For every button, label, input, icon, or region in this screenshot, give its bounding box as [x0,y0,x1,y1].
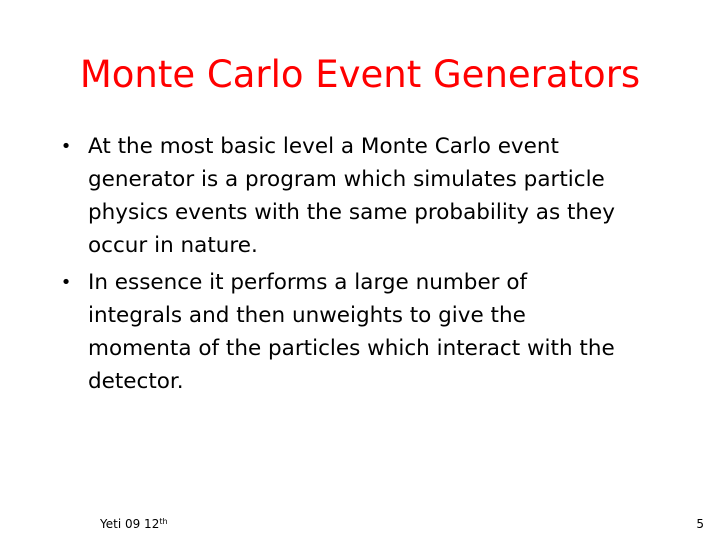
bullet-line: In essence it performs a large number of [88,270,528,295]
footer-label: Yeti 09 12 [100,517,160,531]
bullet-line: detector. [88,369,184,394]
bullet-line: generator is a program which simulates particle [88,167,605,192]
bullet-line: momenta of the particles which interact with the [88,336,615,361]
bullet-item [60,266,680,398]
footer-superscript: th [159,517,168,526]
slide-title: Monte Carlo Event Generators [79,53,641,96]
page-number: 5 [696,517,704,531]
bullet-marker: • [60,272,72,293]
bullet-marker: • [60,136,72,157]
bullet-line: occur in nature. [88,233,258,258]
footer-text [100,517,168,531]
bullet-line: physics events with the same probability as they [88,200,616,225]
bullet-item [60,130,680,262]
bullet-line: integrals and then unweights to give the [88,303,526,328]
bullet-line: At the most basic level a Monte Carlo event [88,134,559,159]
bullet-list [60,130,680,402]
